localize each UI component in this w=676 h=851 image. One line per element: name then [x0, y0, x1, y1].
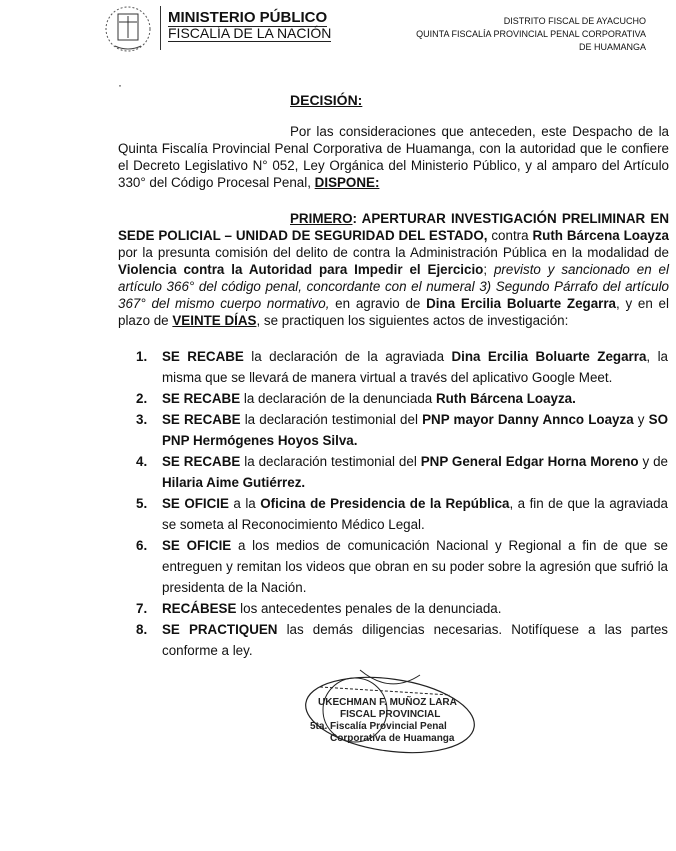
item-number: 3.	[136, 412, 148, 427]
text-run: SE PRACTIQUEN	[162, 622, 278, 637]
header-divider	[160, 6, 161, 50]
text-run: SE RECABE	[162, 412, 241, 427]
item-number: 6.	[136, 538, 148, 553]
coat-of-arms-logo	[103, 4, 153, 54]
investigation-actions-list	[136, 346, 668, 661]
district-line: DISTRITO FISCAL DE AYACUCHO	[503, 16, 646, 26]
text-run: SO PNP Hermógenes Hoyos Silva.	[162, 412, 669, 448]
stamp-text: 5ta. Fiscalía Provincial Penal	[310, 721, 447, 732]
text-run: Por las consideraciones que anteceden, este Despacho de la Quinta Fiscalía Provincial Penal Corporativa de Huamanga, con la autoridad que le confiere el Decreto Legislativo N° 052, Ley Orgánica del Ministerio Público, y al amparo del Artículo 330° del Código Procesal Penal,	[118, 124, 669, 191]
text-run: Dina Ercilia Boluarte Zegarra	[426, 296, 617, 312]
item-number: 1.	[136, 349, 148, 364]
text-run: , y en el plazo de	[118, 296, 669, 329]
text-run: la declaración testimonial del	[240, 412, 423, 427]
item-number: 8.	[136, 622, 148, 637]
action-item	[136, 535, 668, 598]
text-run: la declaración testimonial del	[240, 454, 421, 469]
org-subtitle: FISCALÍA DE LA NACIÓN	[168, 25, 332, 41]
text-run: PRIMERO	[290, 211, 353, 227]
text-run: , se practiquen los siguientes actos de investigación:	[256, 313, 569, 329]
text-run: SE RECABE	[162, 454, 241, 469]
text-run: PNP General Edgar Horna Moreno	[420, 454, 639, 469]
text-run: en agravio de	[329, 296, 427, 312]
text-run: previsto y sancionado en el artículo 366° del código penal, concordante con el numeral 3) Segundo Párrafo del artículo 367° del mismo cuerpo normativo,	[118, 262, 669, 312]
text-run: los antecedentes penales de la denunciada.	[236, 601, 502, 616]
text-run: ;	[483, 262, 494, 278]
text-run: , a fin de que la agraviada se someta al Reconocimiento Médico Legal.	[162, 496, 669, 532]
action-item	[136, 346, 668, 388]
item-number: 5.	[136, 496, 148, 511]
city-line: DE HUAMANGA	[578, 42, 646, 52]
text-run: DISPONE:	[314, 175, 380, 191]
section-title: DECISIÓN:	[290, 92, 363, 108]
text-run: Ruth Bárcena Loayza	[532, 228, 669, 244]
action-item	[136, 619, 668, 661]
text-run: Dina Ercilia Boluarte Zegarra	[451, 349, 647, 364]
stamp-text: Corporativa de Huamanga	[330, 733, 455, 744]
stamp-text: FISCAL PROVINCIAL	[340, 709, 441, 720]
text-run: la declaración de la denunciada	[240, 391, 436, 406]
text-run: las demás diligencias necesarias. Notifíquese a las partes conforme a ley.	[162, 622, 668, 658]
text-run: Violencia contra la Autoridad para Impedir el Ejercicio	[118, 262, 484, 278]
action-item	[136, 388, 668, 409]
text-run: SE RECABE	[162, 391, 241, 406]
text-run: Hilaria Aime Gutiérrez.	[162, 475, 306, 490]
action-item	[136, 451, 668, 493]
item-number: 2.	[136, 391, 148, 406]
paragraph-primero	[118, 210, 669, 329]
text-run: a los medios de comunicación Nacional y Regional a fin de que se entreguen y remitan los videos que obran en su poder sobre la agresión que sufrió la presidenta de la Nación.	[162, 538, 668, 595]
text-run: : APERTURAR INVESTIGACIÓN PRELIMINAR EN SEDE POLICIAL – UNIDAD DE SEGURIDAD DEL ESTADO,	[118, 211, 669, 244]
text-run: y de	[638, 454, 668, 469]
action-item	[136, 598, 668, 619]
text-run: VEINTE DÍAS	[172, 313, 257, 329]
text-run: por la presunta comisión del delito de contra la Administración Pública en la modalidad de	[118, 245, 669, 261]
text-run: SE RECABE	[162, 349, 244, 364]
item-number: 7.	[136, 601, 148, 616]
office-line: QUINTA FISCALÍA PROVINCIAL PENAL CORPORATIVA	[416, 29, 646, 39]
signature-stamp	[300, 665, 480, 765]
text-run: SE OFICIE	[162, 496, 229, 511]
text-run: PNP mayor Danny Annco Loayza	[422, 412, 634, 427]
text-run: la declaración de la agraviada	[243, 349, 452, 364]
text-run: Ruth Bárcena Loayza.	[435, 391, 576, 406]
text-run: SE OFICIE	[162, 538, 232, 553]
office-header	[416, 15, 646, 54]
org-name: MINISTERIO PÚBLICO	[168, 9, 328, 26]
stamp-text: UKECHMAN F. MUÑOZ LARA	[318, 697, 457, 708]
text-run: Oficina de Presidencia de la República	[260, 496, 510, 511]
text-run: y	[633, 412, 649, 427]
paragraph-considerations	[118, 123, 669, 191]
text-run: , la misma que se llevará de manera virtual a través del aplicativo Google Meet.	[162, 349, 668, 385]
stray-mark: ·	[118, 78, 122, 92]
text-run: contra	[487, 228, 533, 244]
action-item	[136, 409, 668, 451]
item-number: 4.	[136, 454, 148, 469]
text-run: a la	[228, 496, 261, 511]
text-run: RECÁBESE	[162, 601, 237, 616]
action-item	[136, 493, 668, 535]
